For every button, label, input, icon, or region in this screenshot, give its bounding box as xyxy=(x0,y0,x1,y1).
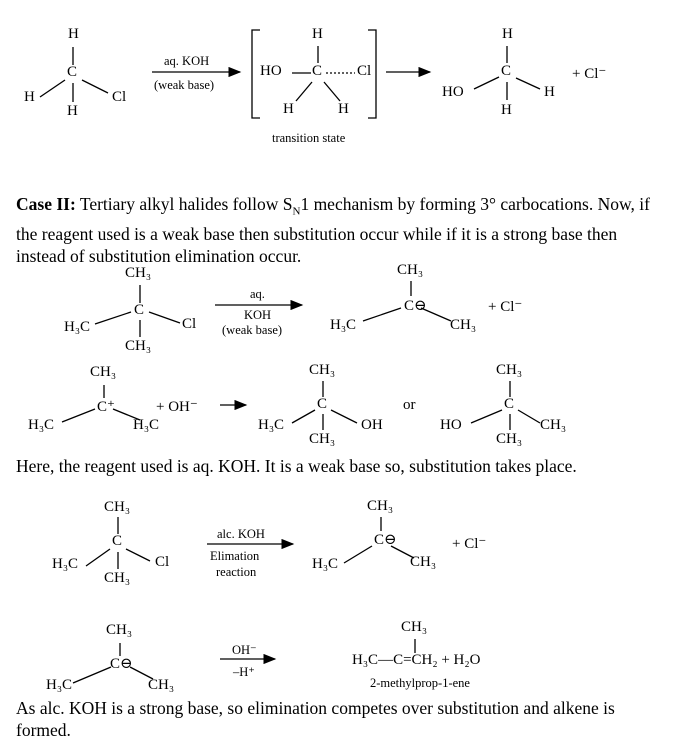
cl-atom: Cl xyxy=(112,89,127,105)
ch3-group: CH₃ xyxy=(367,498,394,514)
c-atom: C xyxy=(501,63,512,79)
chloride-ion: + Cl⁻ xyxy=(572,66,607,82)
ch3-group: CH₃ xyxy=(309,362,336,378)
h-atom: H xyxy=(502,26,513,42)
carbanion-c: C⊖ xyxy=(404,298,427,314)
ch3-group: CH₃ xyxy=(309,431,336,447)
ch3-group: CH₃ xyxy=(540,417,567,433)
h3c-group: H₃C xyxy=(133,417,160,433)
oh-group: OH xyxy=(361,417,383,433)
h3c-group: H₃C xyxy=(64,319,91,335)
chloride-ion: + Cl⁻ xyxy=(488,299,523,315)
ch3-group: CH₃ xyxy=(148,677,175,693)
ch3-group: CH₃ xyxy=(410,554,437,570)
h-atom: H xyxy=(501,102,512,118)
h3c-group: H₃C xyxy=(52,556,79,572)
ch3-group: CH₃ xyxy=(104,570,131,586)
ch3-group: CH₃ xyxy=(90,364,117,380)
c-atom: C xyxy=(134,302,145,318)
h-atom: H xyxy=(338,101,349,117)
condition-label: reaction xyxy=(216,565,257,579)
c-atom: C xyxy=(504,396,515,412)
h-atom: H xyxy=(312,26,323,42)
ho-group: HO xyxy=(442,84,464,100)
h-atom: H xyxy=(68,26,79,42)
reagent-label: alc. KOH xyxy=(217,527,265,541)
c-atom: C xyxy=(67,64,78,80)
carbanion-c: C⊖ xyxy=(110,656,133,672)
condition-label: –H⁺ xyxy=(233,665,255,679)
ch3-group: CH₃ xyxy=(401,619,428,635)
c-atom: C xyxy=(112,533,123,549)
h3c-group: H₃C xyxy=(28,417,55,433)
alkene-formula: H₃C—C=CH₂ + H₂O xyxy=(352,652,481,668)
ho-group: HO xyxy=(440,417,462,433)
or-text: or xyxy=(403,397,416,413)
c-atom: C xyxy=(312,63,323,79)
h3c-group: H₃C xyxy=(312,556,339,572)
note-strong-base: As alc. KOH is a strong base, so elimination competes over substitution and alkene is formed. xyxy=(16,698,615,740)
ch3-group: CH₃ xyxy=(106,622,133,638)
reagent-label: KOH xyxy=(244,308,272,322)
transition-state-label: transition state xyxy=(272,131,346,145)
h-atom: H xyxy=(544,84,555,100)
carbocation-c: C⁺ xyxy=(97,399,115,415)
h3c-group: H₃C xyxy=(46,677,73,693)
ch3-group: CH₃ xyxy=(125,265,152,281)
hydroxide-ion: + OH⁻ xyxy=(156,399,198,415)
carbanion-c: C⊖ xyxy=(374,532,397,548)
product-name: 2-methylprop-1-ene xyxy=(370,676,470,690)
h-atom: H xyxy=(67,103,78,119)
chloride-ion: + Cl⁻ xyxy=(452,536,487,552)
ch3-group: CH₃ xyxy=(496,431,523,447)
reagent-label: aq. KOH xyxy=(164,54,210,68)
ho-group: HO xyxy=(260,63,282,79)
h-atom: H xyxy=(283,101,294,117)
c-atom: C xyxy=(317,396,328,412)
ch3-group: CH₃ xyxy=(104,499,131,515)
note-weak-base: Here, the reagent used is aq. KOH. It is a weak base so, substitution takes place. xyxy=(16,456,577,476)
condition-label: Elimation xyxy=(210,549,260,563)
h3c-group: H₃C xyxy=(330,317,357,333)
ch3-group: CH₃ xyxy=(496,362,523,378)
h-atom: H xyxy=(24,89,35,105)
cl-atom: Cl xyxy=(155,554,170,570)
cl-atom: Cl xyxy=(357,63,372,79)
condition-label: (weak base) xyxy=(154,78,215,92)
case-2-paragraph: Case II: Tertiary alkyl halides follow $S_N1$ mechanism by forming 3° carbocations. Now, if the reagent used is a weak base then substitution occur while if it is a strong base then instead of substitution elimination occur. xyxy=(16,194,650,266)
ch3-group: CH₃ xyxy=(450,317,477,333)
ch3-group: CH₃ xyxy=(125,338,152,354)
cl-atom: Cl xyxy=(182,316,197,332)
reagent-label: OH⁻ xyxy=(232,643,257,657)
case-label: Case II: xyxy=(16,194,76,214)
ch3-group: CH₃ xyxy=(397,262,424,278)
h3c-group: H₃C xyxy=(258,417,285,433)
reagent-label: aq. xyxy=(250,287,265,301)
condition-label: (weak base) xyxy=(222,323,283,337)
